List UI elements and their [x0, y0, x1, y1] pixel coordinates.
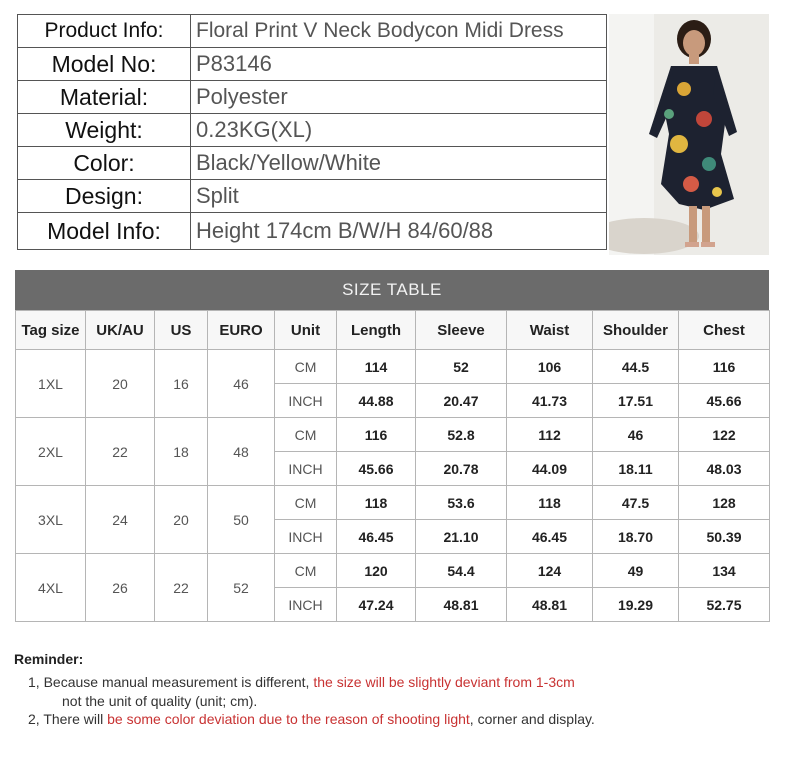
- shoulder-cell: 47.5: [593, 486, 679, 520]
- size-table: [15, 310, 770, 622]
- table-row: [16, 350, 770, 384]
- table-row: [16, 554, 770, 588]
- model-photo-illustration: [609, 14, 769, 255]
- size-table-header-cell: Sleeve: [416, 311, 507, 350]
- unit-cell: CM: [275, 554, 337, 588]
- unit-cell: CM: [275, 418, 337, 452]
- size-tag-cell: 4XL: [16, 554, 86, 622]
- info-row: [18, 48, 607, 81]
- sleeve-cell: 48.81: [416, 588, 507, 622]
- info-value: Split: [191, 180, 607, 213]
- info-value: Polyester: [191, 81, 607, 114]
- size-euro-cell: 52: [208, 554, 275, 622]
- info-label: Model Info:: [18, 213, 191, 250]
- sleeve-cell: 52.8: [416, 418, 507, 452]
- info-value: Height 174cm B/W/H 84/60/88: [191, 213, 607, 250]
- size-euro-cell: 46: [208, 350, 275, 418]
- info-label: Color:: [18, 147, 191, 180]
- size-us-cell: 20: [155, 486, 208, 554]
- info-row: [18, 213, 607, 250]
- shoulder-cell: 44.5: [593, 350, 679, 384]
- unit-cell: CM: [275, 350, 337, 384]
- chest-cell: 134: [679, 554, 770, 588]
- sleeve-cell: 20.78: [416, 452, 507, 486]
- length-cell: 118: [337, 486, 416, 520]
- chest-cell: 116: [679, 350, 770, 384]
- size-table-header-cell: Unit: [275, 311, 337, 350]
- chest-cell: 128: [679, 486, 770, 520]
- info-row: [18, 15, 607, 48]
- reminder-line-1: [28, 673, 784, 692]
- size-uk-cell: 22: [86, 418, 155, 486]
- waist-cell: 106: [507, 350, 593, 384]
- info-label: Weight:: [18, 114, 191, 147]
- size-tag-cell: 2XL: [16, 418, 86, 486]
- size-tag-cell: 3XL: [16, 486, 86, 554]
- size-table-header-cell: Tag size: [16, 311, 86, 350]
- info-row: [18, 147, 607, 180]
- chest-cell: 48.03: [679, 452, 770, 486]
- size-uk-cell: 24: [86, 486, 155, 554]
- info-label: Material:: [18, 81, 191, 114]
- size-table-header-cell: Length: [337, 311, 416, 350]
- size-uk-cell: 26: [86, 554, 155, 622]
- info-label: Product Info:: [18, 15, 191, 48]
- sleeve-cell: 54.4: [416, 554, 507, 588]
- info-label: Model No:: [18, 48, 191, 81]
- chest-cell: 50.39: [679, 520, 770, 554]
- size-table-header-cell: UK/AU: [86, 311, 155, 350]
- size-table-section: [15, 270, 769, 622]
- size-euro-cell: 48: [208, 418, 275, 486]
- reminder-line-2: [28, 710, 784, 729]
- info-value: P83146: [191, 48, 607, 81]
- reminder-line-1-highlight: the size will be slightly deviant from 1-3cm: [313, 674, 575, 690]
- unit-cell: INCH: [275, 520, 337, 554]
- reminder: [14, 651, 784, 729]
- info-row: [18, 81, 607, 114]
- shoulder-cell: 19.29: [593, 588, 679, 622]
- size-table-header-cell: Waist: [507, 311, 593, 350]
- info-row: [18, 180, 607, 213]
- size-table-header-cell: US: [155, 311, 208, 350]
- length-cell: 116: [337, 418, 416, 452]
- info-value: 0.23KG(XL): [191, 114, 607, 147]
- info-row: [18, 114, 607, 147]
- length-cell: 120: [337, 554, 416, 588]
- length-cell: 114: [337, 350, 416, 384]
- shoulder-cell: 49: [593, 554, 679, 588]
- chest-cell: 45.66: [679, 384, 770, 418]
- shoulder-cell: 18.70: [593, 520, 679, 554]
- info-value: Black/Yellow/White: [191, 147, 607, 180]
- length-cell: 45.66: [337, 452, 416, 486]
- sleeve-cell: 53.6: [416, 486, 507, 520]
- length-cell: 44.88: [337, 384, 416, 418]
- table-row: [16, 486, 770, 520]
- chest-cell: 122: [679, 418, 770, 452]
- chest-cell: 52.75: [679, 588, 770, 622]
- size-euro-cell: 50: [208, 486, 275, 554]
- sleeve-cell: 52: [416, 350, 507, 384]
- info-label: Design:: [18, 180, 191, 213]
- waist-cell: 44.09: [507, 452, 593, 486]
- reminder-line-2-end: , corner and display.: [469, 711, 595, 727]
- reminder-line-1-text: 1, Because manual measurement is different,: [28, 674, 314, 690]
- size-table-header-cell: Chest: [679, 311, 770, 350]
- table-row: [16, 418, 770, 452]
- unit-cell: INCH: [275, 588, 337, 622]
- shoulder-cell: 17.51: [593, 384, 679, 418]
- unit-cell: CM: [275, 486, 337, 520]
- reminder-line-2-text: 2, There will: [28, 711, 108, 727]
- waist-cell: 48.81: [507, 588, 593, 622]
- size-table-title: SIZE TABLE: [15, 270, 769, 310]
- waist-cell: 124: [507, 554, 593, 588]
- size-tag-cell: 1XL: [16, 350, 86, 418]
- reminder-title: Reminder:: [14, 651, 84, 667]
- waist-cell: 41.73: [507, 384, 593, 418]
- model-photo: [609, 14, 769, 255]
- size-us-cell: 16: [155, 350, 208, 418]
- size-table-header-cell: Shoulder: [593, 311, 679, 350]
- sleeve-cell: 21.10: [416, 520, 507, 554]
- length-cell: 46.45: [337, 520, 416, 554]
- size-table-header: [16, 311, 770, 350]
- size-us-cell: 18: [155, 418, 208, 486]
- info-value: Floral Print V Neck Bodycon Midi Dress: [191, 15, 607, 48]
- unit-cell: INCH: [275, 384, 337, 418]
- product-info-table: [17, 14, 607, 250]
- size-us-cell: 22: [155, 554, 208, 622]
- reminder-line-1-continued: not the unit of quality (unit; cm).: [62, 693, 258, 709]
- length-cell: 47.24: [337, 588, 416, 622]
- waist-cell: 112: [507, 418, 593, 452]
- shoulder-cell: 46: [593, 418, 679, 452]
- reminder-line-2-highlight: be some color deviation due to the reason of shooting light: [107, 711, 470, 727]
- size-uk-cell: 20: [86, 350, 155, 418]
- waist-cell: 46.45: [507, 520, 593, 554]
- unit-cell: INCH: [275, 452, 337, 486]
- size-table-header-cell: EURO: [208, 311, 275, 350]
- waist-cell: 118: [507, 486, 593, 520]
- sleeve-cell: 20.47: [416, 384, 507, 418]
- shoulder-cell: 18.11: [593, 452, 679, 486]
